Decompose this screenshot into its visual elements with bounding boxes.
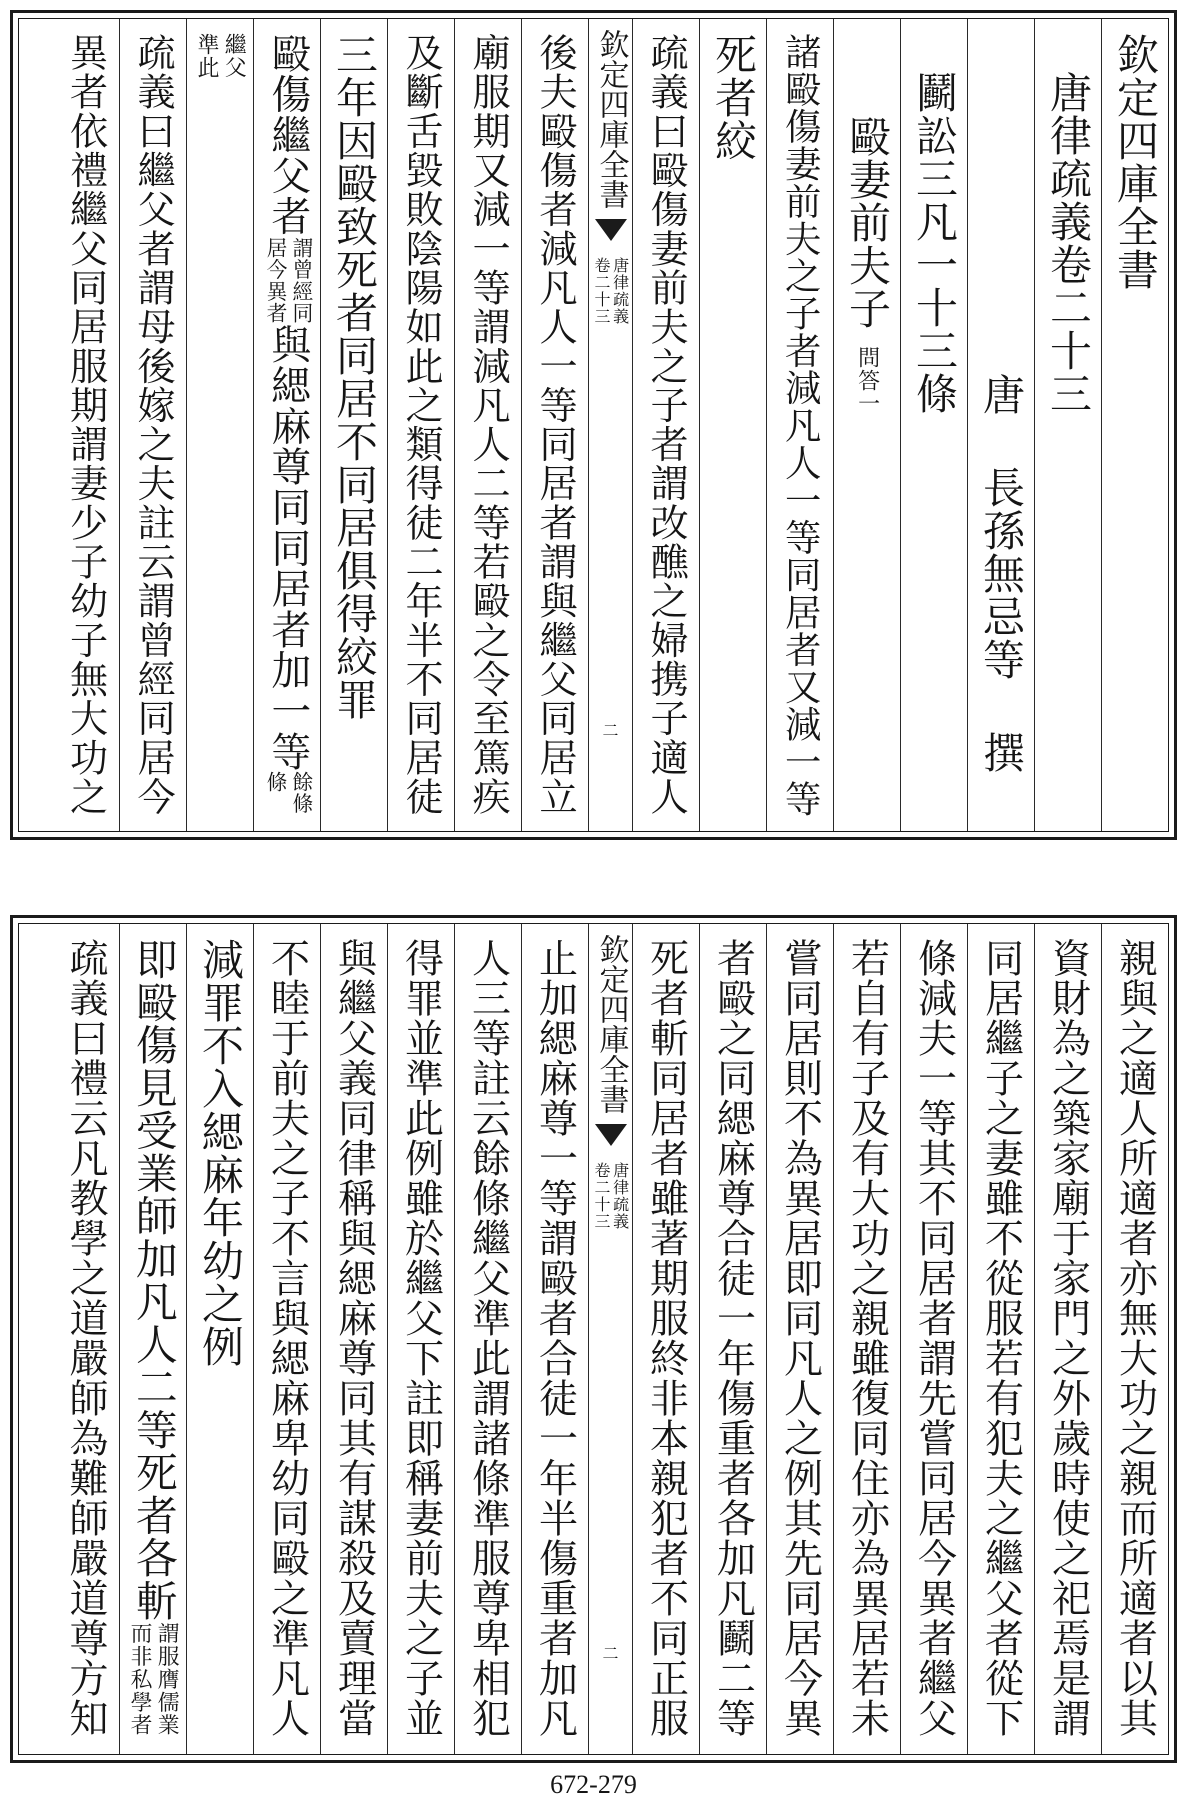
fishtail-library-title: 欽定四庫全書	[593, 934, 629, 1114]
fishtail-mark	[595, 219, 627, 241]
column-text: 諸毆傷妻前夫之子者減凡人一等同居者又減一等	[779, 33, 823, 818]
fishtail-library-title: 欽定四庫全書	[593, 29, 629, 209]
fishtail-subtitle-line: 卷二十三	[592, 1162, 611, 1230]
page-number: 672-279	[550, 1770, 637, 1799]
text-column	[833, 924, 900, 1754]
text-column	[52, 19, 119, 831]
column-text: 不睦于前夫之子不言與緦麻卑幼同毆之準凡人	[264, 938, 310, 1739]
column-text: 親與之適人所適者亦無大功之親而所適者以其	[1112, 938, 1158, 1739]
top-page	[10, 10, 1177, 840]
column-text: 及斷舌毀敗陰陽如此之類得徒二年半不同居徒	[399, 33, 444, 816]
column-text: 死者斬同居者雖著期服終非本親犯者不同正服	[643, 938, 689, 1739]
text-column	[52, 924, 119, 1754]
interlinear-note	[194, 33, 247, 79]
column-text: 止加緦麻尊一等謂毆者合徒一年半傷重者加凡	[532, 938, 578, 1739]
text-column	[454, 924, 521, 1754]
interlinear-note	[262, 771, 312, 815]
fishtail-center-fold	[588, 19, 632, 831]
folio-number: 二	[602, 1644, 619, 1663]
text-column	[387, 19, 454, 831]
text-column	[119, 19, 186, 831]
column-text: 欽定四庫全書	[1111, 33, 1160, 291]
note-line: 餘條	[288, 771, 313, 815]
column-text: 者毆之同緦麻尊合徒一年傷重者各加凡鬬二等	[710, 938, 756, 1739]
bottom-page	[10, 915, 1177, 1763]
interlinear-note	[854, 346, 879, 415]
fishtail-subtitle	[592, 1162, 628, 1230]
note-line: 條	[263, 771, 287, 794]
text-column	[766, 924, 833, 1754]
note-line: 謂服膺儒業	[154, 1621, 180, 1737]
text-column	[632, 924, 699, 1754]
text-column	[900, 924, 967, 1754]
text-column	[119, 924, 186, 1754]
text-column	[186, 924, 253, 1754]
column-text: 得罪並準此例雖於繼父下註即稱妻前夫之子並	[398, 938, 444, 1739]
fishtail-mark	[595, 1124, 627, 1146]
text-column	[699, 924, 766, 1754]
text-column	[632, 19, 699, 831]
note-line: 而非私學者	[127, 1621, 152, 1737]
column-text: 異者依禮繼父同居服期謂妻少子幼子無大功之	[63, 33, 108, 816]
fishtail-subtitle	[592, 257, 628, 325]
column-text-continued: 與緦麻尊同同居者加一等	[264, 323, 311, 772]
text-column	[900, 19, 967, 831]
column-text: 同居繼子之妻雖不從服若有犯夫之繼父者從下	[978, 938, 1024, 1739]
text-column	[521, 19, 588, 831]
fishtail-subtitle-line: 唐律疏義	[610, 1162, 630, 1230]
column-text: 疏義曰禮云凡教學之道嚴師為難師嚴道尊方知	[63, 938, 108, 1739]
column-text: 若自有子及有大功之親雖復同住亦為異居若未	[844, 938, 890, 1739]
column-text: 毆傷繼父者	[264, 33, 311, 237]
column-text: 毆妻前夫子	[843, 115, 892, 330]
interlinear-note	[127, 1622, 179, 1736]
text-column	[766, 19, 833, 831]
fishtail-subtitle-line: 卷二十三	[592, 257, 611, 325]
text-column	[320, 19, 387, 831]
column-text: 人三等註云餘條繼父準此謂諸條準服尊卑相犯	[465, 938, 511, 1739]
column-text: 鬬訟三凡一十三條	[910, 71, 959, 415]
text-column	[454, 19, 521, 831]
column-text: 廟服期又減一等謂減凡人二等若毆之令至篤疾	[466, 33, 511, 816]
column-text: 疏義曰毆傷妻前夫之子者謂改醮之婦携子適人	[644, 33, 689, 816]
text-column	[253, 19, 320, 831]
note-line: 問答一	[854, 346, 880, 415]
note-line: 居今異者	[263, 236, 287, 324]
interlinear-note	[262, 237, 312, 324]
text-column	[387, 924, 454, 1754]
note-line: 謂曾經同	[288, 236, 313, 324]
note-line: 準此	[194, 33, 219, 79]
column-text: 減罪不入緦麻年幼之例	[196, 938, 245, 1368]
text-column	[1101, 19, 1168, 831]
column-text: 唐 長孫無忌等 撰	[977, 373, 1026, 774]
column-text: 三年因毆致死者同居不同居俱得絞罪	[330, 33, 379, 721]
text-column	[699, 19, 766, 831]
column-text: 後夫毆傷者減凡人一等同居者謂與繼父同居立	[533, 33, 578, 816]
text-column	[1034, 19, 1101, 831]
text-column	[320, 924, 387, 1754]
text-column	[1034, 924, 1101, 1754]
column-text: 死者絞	[709, 33, 758, 162]
text-column	[967, 924, 1034, 1754]
text-column	[833, 19, 900, 831]
fishtail-subtitle-line: 唐律疏義	[610, 257, 630, 325]
folio-number: 二	[602, 721, 619, 740]
text-column	[1101, 924, 1168, 1754]
column-text: 條減夫一等其不同居者謂先嘗同居今異者繼父	[911, 938, 957, 1739]
fishtail-center-fold	[588, 924, 632, 1754]
text-column	[521, 924, 588, 1754]
note-line: 繼父	[221, 33, 247, 79]
column-text: 資財為之築家廟于家門之外歲時使之祀焉是謂	[1045, 938, 1091, 1739]
text-column	[967, 19, 1034, 831]
column-text: 即毆傷見受業師加凡人二等死者各斬	[128, 938, 178, 1622]
column-text: 疏義曰繼父者謂母後嫁之夫註云謂曾經同居今	[131, 33, 176, 816]
column-text: 嘗同居則不為異居即同凡人之例其先同居今異	[777, 938, 823, 1739]
column-text: 唐律疏義卷二十三	[1044, 71, 1093, 415]
text-column	[253, 924, 320, 1754]
column-text: 與繼父義同律稱與緦麻尊同其有謀殺及賣理當	[331, 938, 377, 1739]
text-column	[186, 19, 253, 831]
